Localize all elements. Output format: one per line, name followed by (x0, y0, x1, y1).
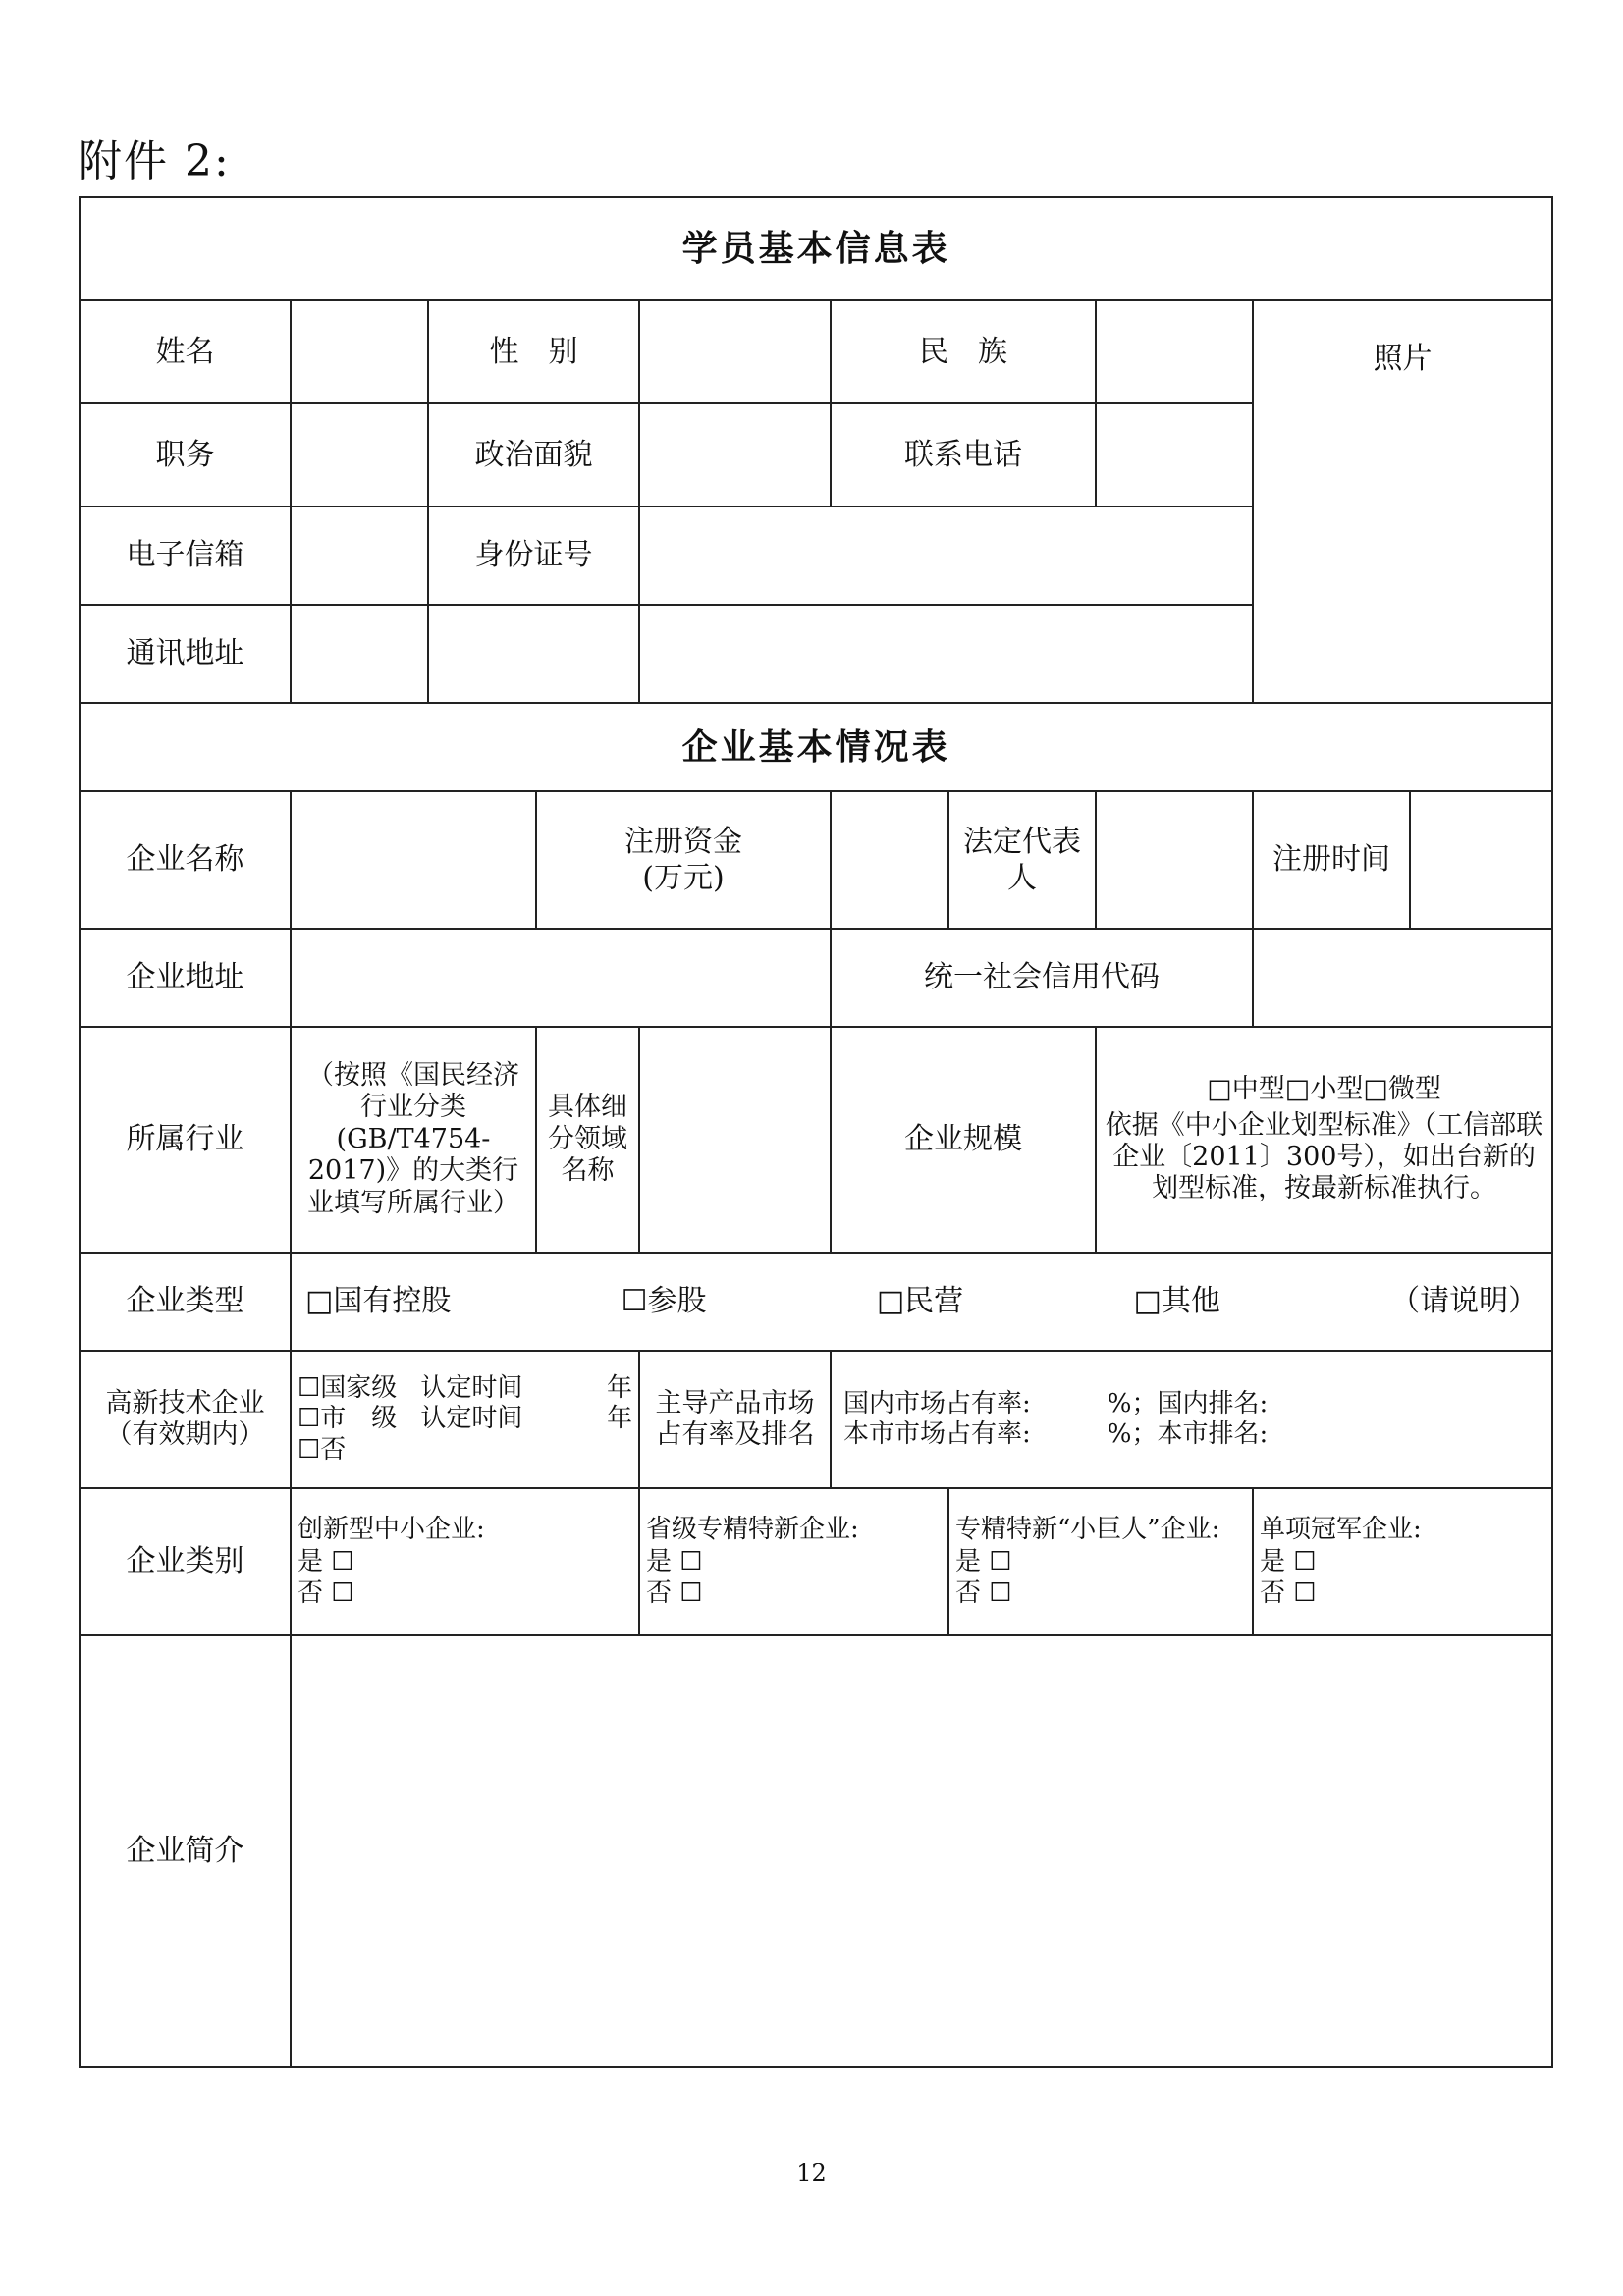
category-champion (1253, 1488, 1552, 1635)
category-champion-title: 单项冠军企业: (1260, 1515, 1422, 1545)
company-name-label: 企业名称 (80, 791, 291, 929)
category-provincial-title: 省级专精特新企业: (646, 1515, 859, 1545)
scale-options[interactable]: □中型□小型□微型 (1207, 1074, 1441, 1105)
credit-code-field[interactable] (1253, 929, 1552, 1027)
hightech-no[interactable]: ☐否 (298, 1434, 347, 1465)
type-note: （请说明） (1390, 1284, 1539, 1319)
category-little-giant (948, 1488, 1253, 1635)
capital-unit: (万元) (642, 861, 725, 895)
cert-time-label-2: 认定时间 (420, 1404, 523, 1434)
company-name-field[interactable] (291, 791, 536, 929)
address-field-b[interactable] (428, 605, 639, 703)
profile-label: 企业简介 (80, 1635, 291, 2067)
gender-label: 性 别 (428, 300, 639, 403)
company-type-options (291, 1253, 1552, 1351)
address-field-c[interactable] (639, 605, 1253, 703)
industry-label: 所属行业 (80, 1027, 291, 1253)
capital-label (536, 791, 831, 929)
market-share-cell (831, 1351, 1552, 1488)
type-option-share[interactable]: ☐参股 (621, 1284, 707, 1319)
company-address-field[interactable] (291, 929, 831, 1027)
category-provincial (639, 1488, 948, 1635)
cert-time-label-1: 认定时间 (420, 1373, 523, 1404)
political-label: 政治面貌 (428, 403, 639, 507)
profile-field[interactable] (291, 1635, 1552, 2067)
category-little-giant-title: 专精特新“小巨人”企业: (955, 1515, 1220, 1545)
hightech-options (291, 1351, 639, 1488)
category-innovative-yes[interactable]: 是 ☐ (298, 1546, 354, 1576)
position-field[interactable] (291, 403, 428, 507)
category-innovative-title: 创新型中小企业: (298, 1515, 485, 1545)
category-innovative (291, 1488, 639, 1635)
category-label: 企业类别 (80, 1488, 291, 1635)
ethnicity-label: 民 族 (831, 300, 1096, 403)
photo-label: 照片 (1373, 342, 1433, 376)
hightech-national[interactable]: ☐国家级 (298, 1373, 398, 1404)
capital-field[interactable] (831, 791, 948, 929)
id-field[interactable] (639, 507, 1253, 605)
phone-field[interactable] (1096, 403, 1253, 507)
type-option-state[interactable]: □国有控股 (305, 1284, 452, 1319)
email-field[interactable] (291, 507, 428, 605)
scale-note: 依据《中小企业划型标准》（工信部联企业〔2011〕300号），如出台新的划型标准，按最新标准执行。 (1105, 1109, 1543, 1204)
position-label: 职务 (80, 403, 291, 507)
category-little-giant-yes[interactable]: 是 ☐ (955, 1546, 1012, 1576)
category-innovative-no[interactable]: 否 ☐ (298, 1578, 354, 1609)
photo-box[interactable] (1253, 300, 1552, 703)
market-label: 主导产品市场占有率及排名 (639, 1351, 831, 1488)
name-label: 姓名 (80, 300, 291, 403)
ethnicity-field[interactable] (1096, 300, 1253, 403)
type-option-private[interactable]: □民营 (876, 1284, 964, 1319)
category-provincial-yes[interactable]: 是 ☐ (646, 1546, 703, 1576)
industry-note: （按照《国民经济行业分类(GB/T4754-2017)》的大类行业填写所属行业） (291, 1027, 536, 1253)
category-champion-no[interactable]: 否 ☐ (1260, 1578, 1317, 1609)
local-share[interactable]: 本市市场占有率: %；本市排名: (843, 1419, 1269, 1449)
company-address-label: 企业地址 (80, 929, 291, 1027)
address-field-a[interactable] (291, 605, 428, 703)
reg-time-label: 注册时间 (1253, 791, 1410, 929)
gender-field[interactable] (639, 300, 831, 403)
domestic-share[interactable]: 国内市场占有率: %；国内排名: (843, 1388, 1269, 1418)
category-champion-yes[interactable]: 是 ☐ (1260, 1546, 1317, 1576)
category-little-giant-no[interactable]: 否 ☐ (955, 1578, 1012, 1609)
name-field[interactable] (291, 300, 428, 403)
phone-label: 联系电话 (831, 403, 1096, 507)
company-section-title: 企业基本情况表 (80, 703, 1552, 791)
subfield-label: 具体细分领域名称 (536, 1027, 639, 1253)
reg-time-field[interactable] (1410, 791, 1552, 929)
category-provincial-no[interactable]: 否 ☐ (646, 1578, 703, 1609)
scale-label: 企业规模 (831, 1027, 1096, 1253)
year-label-1: 年 (606, 1373, 632, 1404)
page-number: 12 (796, 2160, 827, 2187)
attachment-label: 附件 2: (79, 136, 231, 187)
hightech-label: 高新技术企业（有效期内） (80, 1351, 291, 1488)
registration-form (79, 196, 1553, 2068)
company-type-label: 企业类型 (80, 1253, 291, 1351)
scale-cell (1096, 1027, 1552, 1253)
email-label: 电子信箱 (80, 507, 291, 605)
student-section-title: 学员基本信息表 (80, 197, 1552, 300)
year-label-2: 年 (606, 1404, 632, 1434)
address-label: 通讯地址 (80, 605, 291, 703)
type-option-other[interactable]: □其他 (1133, 1284, 1220, 1319)
subfield-field[interactable] (639, 1027, 831, 1253)
legal-rep-field[interactable] (1096, 791, 1253, 929)
id-label: 身份证号 (428, 507, 639, 605)
capital-label-text: 注册资金 (624, 824, 742, 859)
hightech-city[interactable]: ☐市 级 (298, 1404, 398, 1434)
legal-rep-label: 法定代表人 (948, 791, 1096, 929)
political-field[interactable] (639, 403, 831, 507)
credit-code-label: 统一社会信用代码 (831, 929, 1253, 1027)
